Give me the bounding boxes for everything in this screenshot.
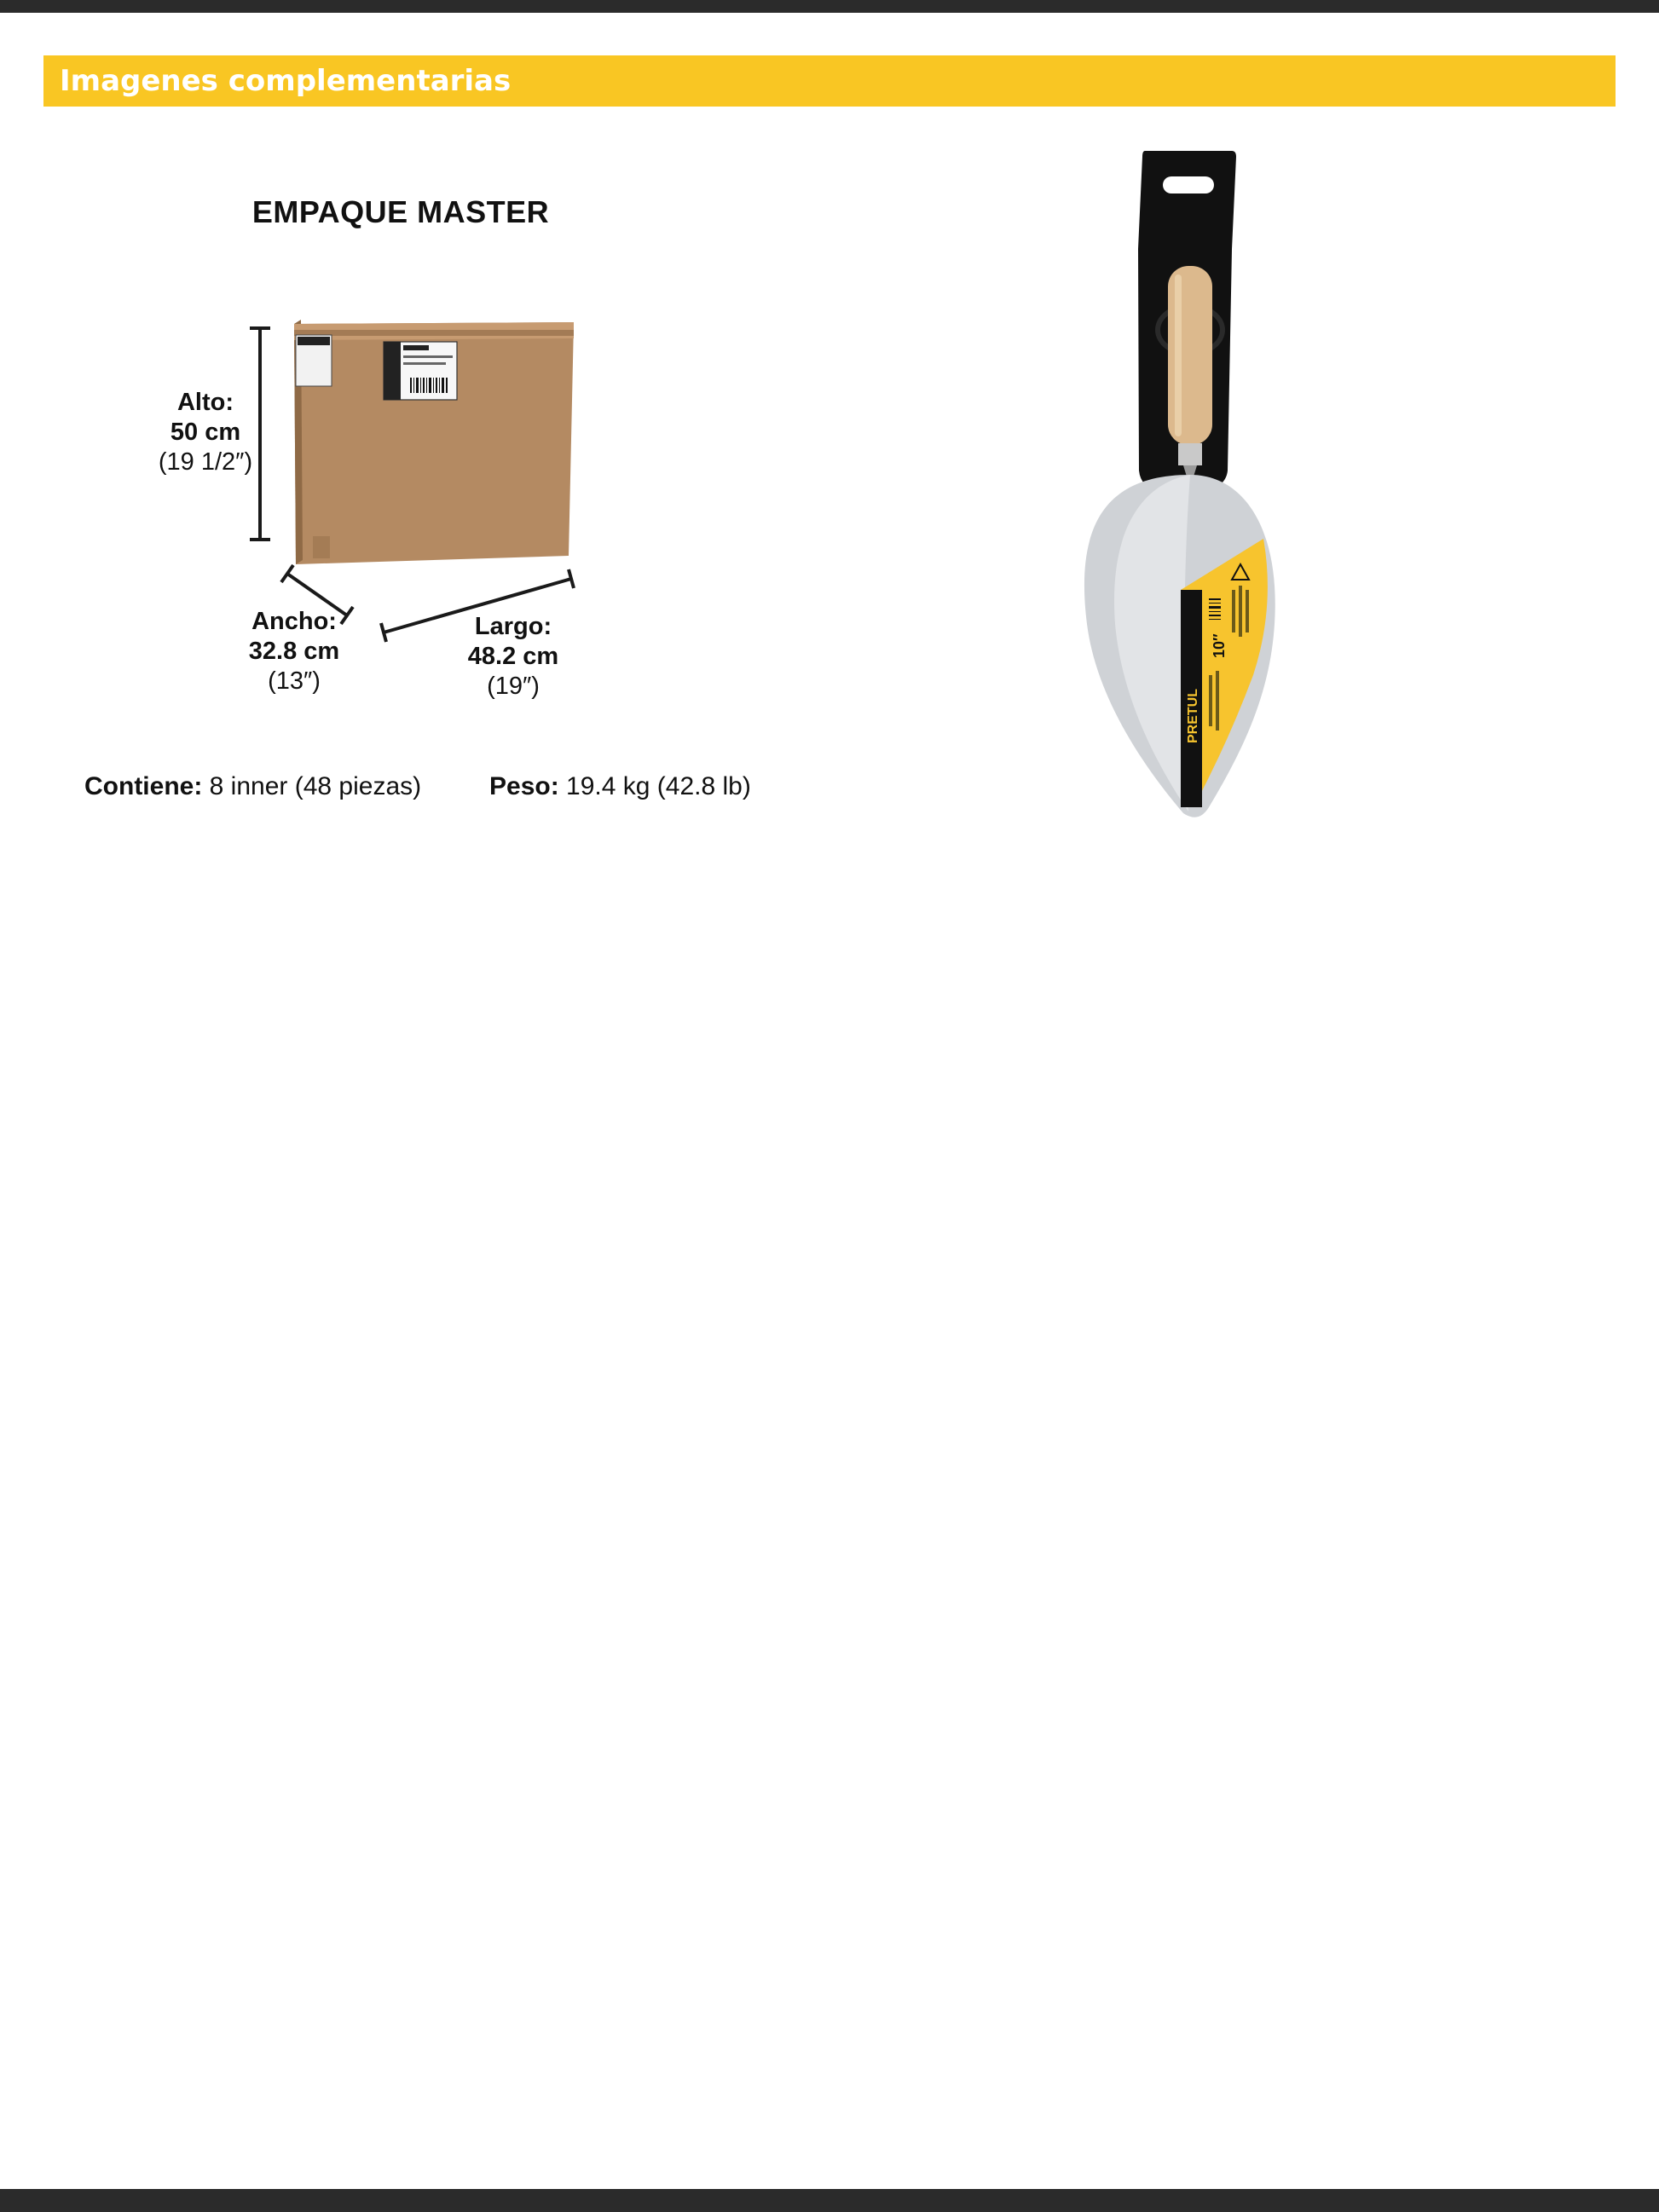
contiene-value: 8 inner (48 piezas) [202, 772, 422, 800]
largo-label [449, 612, 577, 701]
section-header [43, 55, 1616, 107]
box-bottom-flap [313, 536, 330, 558]
box-label-text-3 [403, 362, 446, 365]
largo-imperial: (19″) [487, 672, 540, 700]
ancho-imperial: (13″) [268, 667, 321, 695]
peso-label: Peso: [489, 772, 559, 800]
section-title: Imagenes complementarias [60, 64, 512, 98]
alto-name: Alto: [176, 389, 234, 416]
largo-name: Largo: [474, 613, 552, 640]
box-label-text-2 [403, 355, 453, 358]
wooden-handle [1168, 266, 1212, 445]
peso-value: 19.4 kg (42.8 lb) [558, 772, 751, 800]
ferrule [1178, 443, 1202, 465]
alto-imperial: (19 1/2″) [158, 448, 253, 476]
hang-hole [1163, 176, 1214, 193]
box-label-band [384, 342, 401, 400]
contiene-label: Contiene: [84, 772, 203, 800]
largo-value: 48.2 cm [467, 642, 559, 670]
peso-spec [489, 772, 751, 801]
box-tape [294, 330, 574, 336]
bottom-bar [0, 2189, 1659, 2212]
ancho-name: Ancho: [251, 608, 337, 635]
product-size: 10″ [1211, 633, 1228, 658]
package-title: EMPAQUE MASTER [251, 194, 550, 229]
box-label-text-1 [403, 345, 429, 350]
alto-value: 50 cm [170, 418, 241, 446]
master-box-illustration [243, 311, 584, 644]
top-bar [0, 0, 1659, 13]
trowel-product-image [1074, 147, 1287, 820]
brand-name: PRETUL [1186, 689, 1200, 743]
ancho-label [230, 607, 358, 696]
ancho-value: 32.8 cm [248, 637, 340, 665]
handle-highlight [1175, 274, 1182, 436]
alto-label [150, 388, 261, 476]
contiene-spec [84, 772, 421, 801]
box-small-label-bar [298, 337, 330, 345]
